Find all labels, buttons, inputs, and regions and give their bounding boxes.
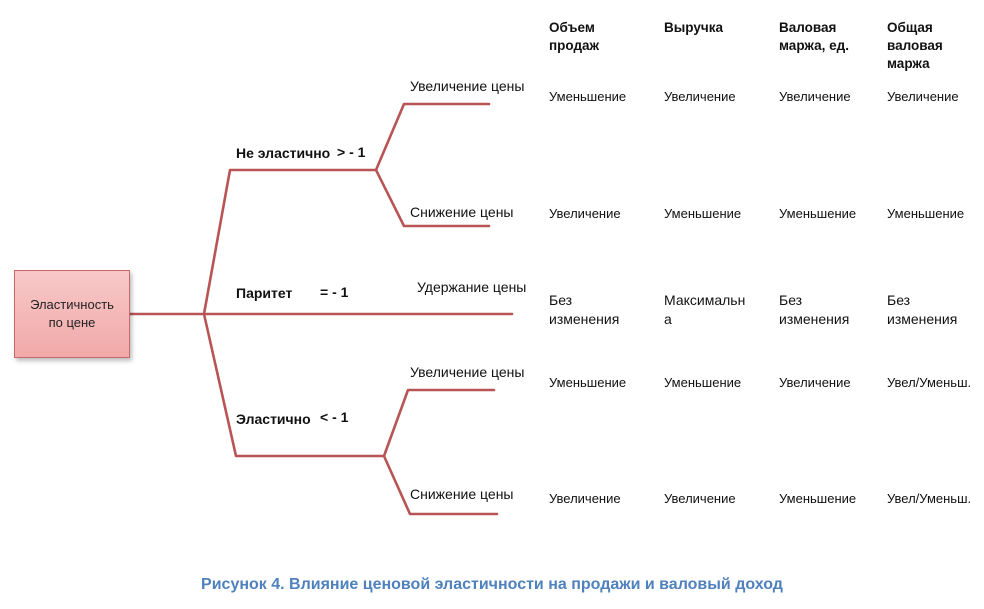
cell-elastic-decrease-volume: Увеличение	[549, 491, 621, 506]
cell-elastic-increase-margin-total: Увел/Уменьш.	[887, 375, 972, 390]
inelastic-condition: > - 1	[337, 144, 366, 160]
cell-elastic-increase-volume: Уменьшение	[549, 375, 627, 390]
inelastic-increase-label: Увеличение цены	[410, 78, 525, 94]
cell-inelastic-decrease-margin-unit: Уменьшение	[779, 206, 857, 221]
elastic-increase-label: Увеличение цены	[410, 364, 525, 380]
header-margin-unit: Валовая маржа, ед.	[779, 20, 849, 53]
root-node	[14, 270, 130, 358]
cell-elastic-increase-margin-unit: Увеличение	[779, 375, 851, 390]
cell-parity-hold-volume: Без изменения	[549, 292, 620, 327]
cell-inelastic-increase-margin-total: Увеличение	[887, 89, 959, 104]
cell-inelastic-decrease-volume: Увеличение	[549, 206, 621, 221]
header-revenue: Выручка	[664, 20, 723, 35]
parity-label: Паритет	[236, 285, 293, 301]
cell-elastic-increase-revenue: Уменьшение	[664, 375, 742, 390]
inelastic-decrease-label: Снижение цены	[410, 204, 514, 220]
elastic-condition: < - 1	[320, 409, 349, 425]
root-label: Эластичность по цене	[30, 297, 114, 330]
cell-inelastic-decrease-margin-total: Уменьшение	[887, 206, 965, 221]
parity-condition: = - 1	[320, 284, 349, 300]
elastic-increase-connector	[384, 390, 494, 456]
cell-elastic-decrease-margin-total: Увел/Уменьш.	[887, 491, 972, 506]
elastic-connector	[204, 314, 384, 456]
parity-hold-label: Удержание цены	[417, 279, 527, 295]
elastic-decrease-label: Снижение цены	[410, 486, 514, 502]
cell-inelastic-decrease-revenue: Уменьшение	[664, 206, 742, 221]
elastic-label: Эластично	[236, 411, 311, 427]
inelastic-increase-connector	[376, 104, 489, 170]
header-margin-total: Общая валовая маржа	[887, 20, 943, 71]
figure-caption: Рисунок 4. Влияние ценовой эластичности на продажи и валовый доход	[201, 576, 783, 593]
cell-inelastic-increase-volume: Уменьшение	[549, 89, 627, 104]
inelastic-label: Не эластично	[236, 145, 331, 161]
cell-elastic-decrease-margin-unit: Уменьшение	[779, 491, 857, 506]
cell-inelastic-increase-margin-unit: Увеличение	[779, 89, 851, 104]
header-volume: Объем продаж	[549, 20, 600, 53]
cell-inelastic-increase-revenue: Увеличение	[664, 89, 736, 104]
elastic-decrease-connector	[384, 456, 497, 514]
cell-parity-hold-margin-total: Без изменения	[887, 292, 958, 327]
cell-elastic-decrease-revenue: Увеличение	[664, 491, 736, 506]
cell-parity-hold-revenue: Максимальн а	[664, 292, 746, 327]
cell-parity-hold-margin-unit: Без изменения	[779, 292, 850, 327]
